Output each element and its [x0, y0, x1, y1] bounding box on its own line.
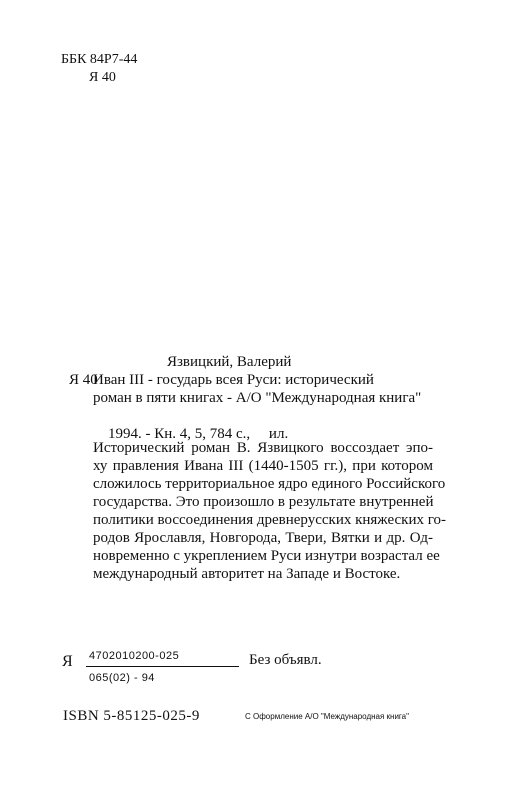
annotation-line: политики воссоединения древнерусских княжеских го- [93, 512, 446, 528]
formula-note: Без объявл. [249, 652, 322, 668]
bbk-code: ББК 84Р7-44 [61, 52, 138, 67]
entry-author-mark: Я 40 [69, 372, 98, 388]
isbn: ISBN 5-85125-025-9 [63, 708, 200, 724]
annotation-paragraph [93, 439, 446, 583]
formula-denominator: 065(02) - 94 [89, 672, 155, 684]
annotation-line: государства. Это произошло в результате внутренней [93, 494, 434, 510]
formula-fraction [86, 648, 239, 686]
annotation-line: новременно с укреплением Руси изнутри возрастал ее [93, 548, 440, 564]
entry-line-text: роман в пяти книгах - А/О "Международная книга" [93, 390, 422, 406]
annotation-line: ху правления Ивана III (1440-1505 гг.), при котором [93, 458, 433, 474]
formula-letter: Я [62, 653, 73, 670]
bbk-block [61, 51, 137, 87]
copyright-notice: С Оформление А/О "Международная книга" [245, 712, 409, 721]
annotation-line: родов Ярославля, Новгорода, Твери, Вятки и др. Од- [93, 530, 433, 546]
author-name: Язвицкий, Валерий [167, 354, 292, 370]
annotation-line: Исторический роман В. Язвицкого воссоздает эпо- [93, 440, 433, 456]
entry-line [69, 371, 433, 389]
entry-line [93, 389, 433, 407]
formula-numerator: 4702010200-025 [86, 648, 239, 667]
entry-line-text: 1994. - Кн. 4, 5, 784 с., ил. [108, 426, 289, 442]
author-mark: Я 40 [89, 70, 116, 85]
annotation-line: международный авторитет на Западе и Востоке. [93, 566, 401, 582]
annotation-line: сложилось территориальное ядро единого Российского [93, 476, 446, 492]
entry-line-text: Иван III - государь всея Руси: исторический [93, 372, 374, 388]
